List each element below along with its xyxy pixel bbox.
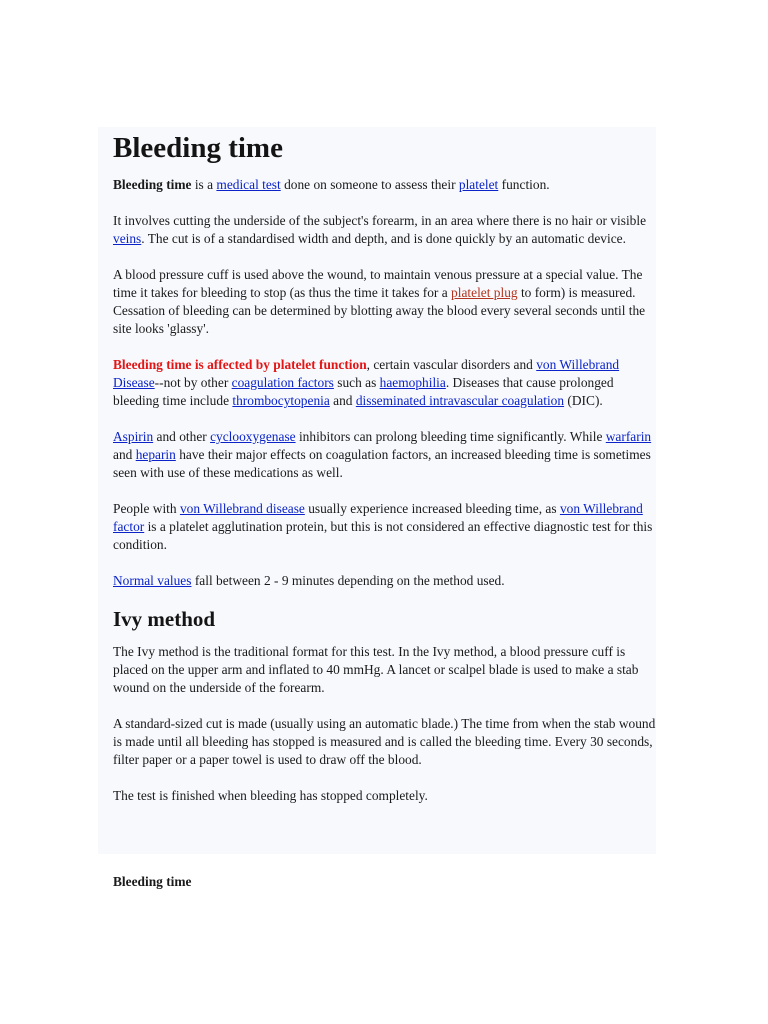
paragraph-standard-cut: A standard-sized cut is made (usually using an automatic blade.) The time from when the stab wound is made until all bleeding has stopped is measured and is called the bleeding time. Every 30 seconds, filter paper or a paper towel is used to draw off the blood. <box>113 716 656 767</box>
link-platelet-plug[interactable]: platelet plug <box>451 285 518 300</box>
p4-text-5: and <box>329 393 356 408</box>
p4-text-2: --not by other <box>154 375 232 390</box>
paragraph-cuff <box>113 266 656 338</box>
p5-text-1: and other <box>153 429 211 444</box>
p4-text-4: . Diseases that cause prolonged bleeding time include <box>113 375 614 408</box>
p4-text-1: , certain vascular disorders and <box>366 357 537 372</box>
paragraph-normal-values <box>113 572 656 590</box>
paragraph-aspirin <box>113 428 656 482</box>
page-title: Bleeding time <box>113 132 283 164</box>
paragraph-von-willebrand <box>113 500 656 554</box>
p2-text-2: . The cut is of a standardised width and depth, and is done quickly by an automatic device. <box>141 231 626 246</box>
intro-text-1: is a <box>191 177 217 192</box>
intro-text-3: function. <box>498 177 550 192</box>
link-cyclooxygenase[interactable]: cyclooxygenase <box>210 429 296 444</box>
intro-text-2: done on someone to assess their <box>280 177 459 192</box>
link-von-willebrand-disease-2[interactable]: von Willebrand disease <box>179 501 305 516</box>
p5-text-3: and <box>113 447 136 462</box>
p6-text-1: People with <box>113 501 180 516</box>
highlight-text: Bleeding time is affected by platelet function <box>113 357 367 372</box>
intro-bold-term: Bleeding time <box>113 177 192 192</box>
p5-text-4: have their major effects on coagulation factors, an increased bleeding time is sometimes seen with use of these medications as well. <box>113 447 651 480</box>
p6-text-3: is a platelet agglutination protein, but this is not considered an effective diagnostic test for this condition. <box>113 519 653 552</box>
link-platelet[interactable]: platelet <box>458 177 499 192</box>
p6-text-2: usually experience increased bleeding time, as <box>304 501 560 516</box>
p7-text-1: fall between 2 - 9 minutes depending on the method used. <box>191 573 505 588</box>
link-warfarin[interactable]: warfarin <box>605 429 652 444</box>
paragraph-ivy-intro: The Ivy method is the traditional format for this test. In the Ivy method, a blood pressure cuff is placed on the upper arm and inflated to 40 mmHg. A lancet or scalpel blade is used to make a stab wound on the underside of the forearm. <box>113 644 639 695</box>
p4-text-6: (DIC). <box>564 393 603 408</box>
link-disseminated-intravascular-coagulation[interactable]: disseminated intravascular coagulation <box>355 393 565 408</box>
p3-text-1: A blood pressure cuff is used above the wound, to maintain venous pressure at a special value. The time it takes for bleeding to stop (as thus the time it takes for a <box>113 267 643 300</box>
link-von-willebrand-factor[interactable]: von Willebrand factor <box>113 501 643 534</box>
article-content <box>98 127 656 854</box>
link-aspirin[interactable]: Aspirin <box>113 429 154 444</box>
p4-text-3: such as <box>333 375 380 390</box>
p3-text-2: to form) is measured. Cessation of bleeding can be determined by blotting away the blood every several seconds until the site looks 'glassy'. <box>113 285 646 336</box>
link-veins[interactable]: veins <box>113 231 142 246</box>
link-normal-values[interactable]: Normal values <box>113 573 192 588</box>
intro-paragraph <box>113 176 656 194</box>
paragraph-test-finished: The test is finished when bleeding has stopped completely. <box>113 788 428 803</box>
link-thrombocytopenia[interactable]: thrombocytopenia <box>232 393 330 408</box>
p2-text-1: It involves cutting the underside of the subject's forearm, in an area where there is no hair or visible <box>113 213 647 228</box>
p5-text-2: inhibitors can prolong bleeding time significantly. While <box>295 429 606 444</box>
link-heparin[interactable]: heparin <box>135 447 176 462</box>
link-haemophilia[interactable]: haemophilia <box>379 375 446 390</box>
section-heading-ivy-method: Ivy method <box>113 607 216 631</box>
paragraph-affected-by <box>113 356 656 410</box>
link-coagulation-factors[interactable]: coagulation factors <box>231 375 334 390</box>
link-medical-test[interactable]: medical test <box>216 177 281 192</box>
footer-heading: Bleeding time <box>113 874 192 889</box>
link-von-willebrand-disease[interactable]: von Willebrand Disease <box>113 357 620 390</box>
paragraph-procedure <box>113 212 656 248</box>
